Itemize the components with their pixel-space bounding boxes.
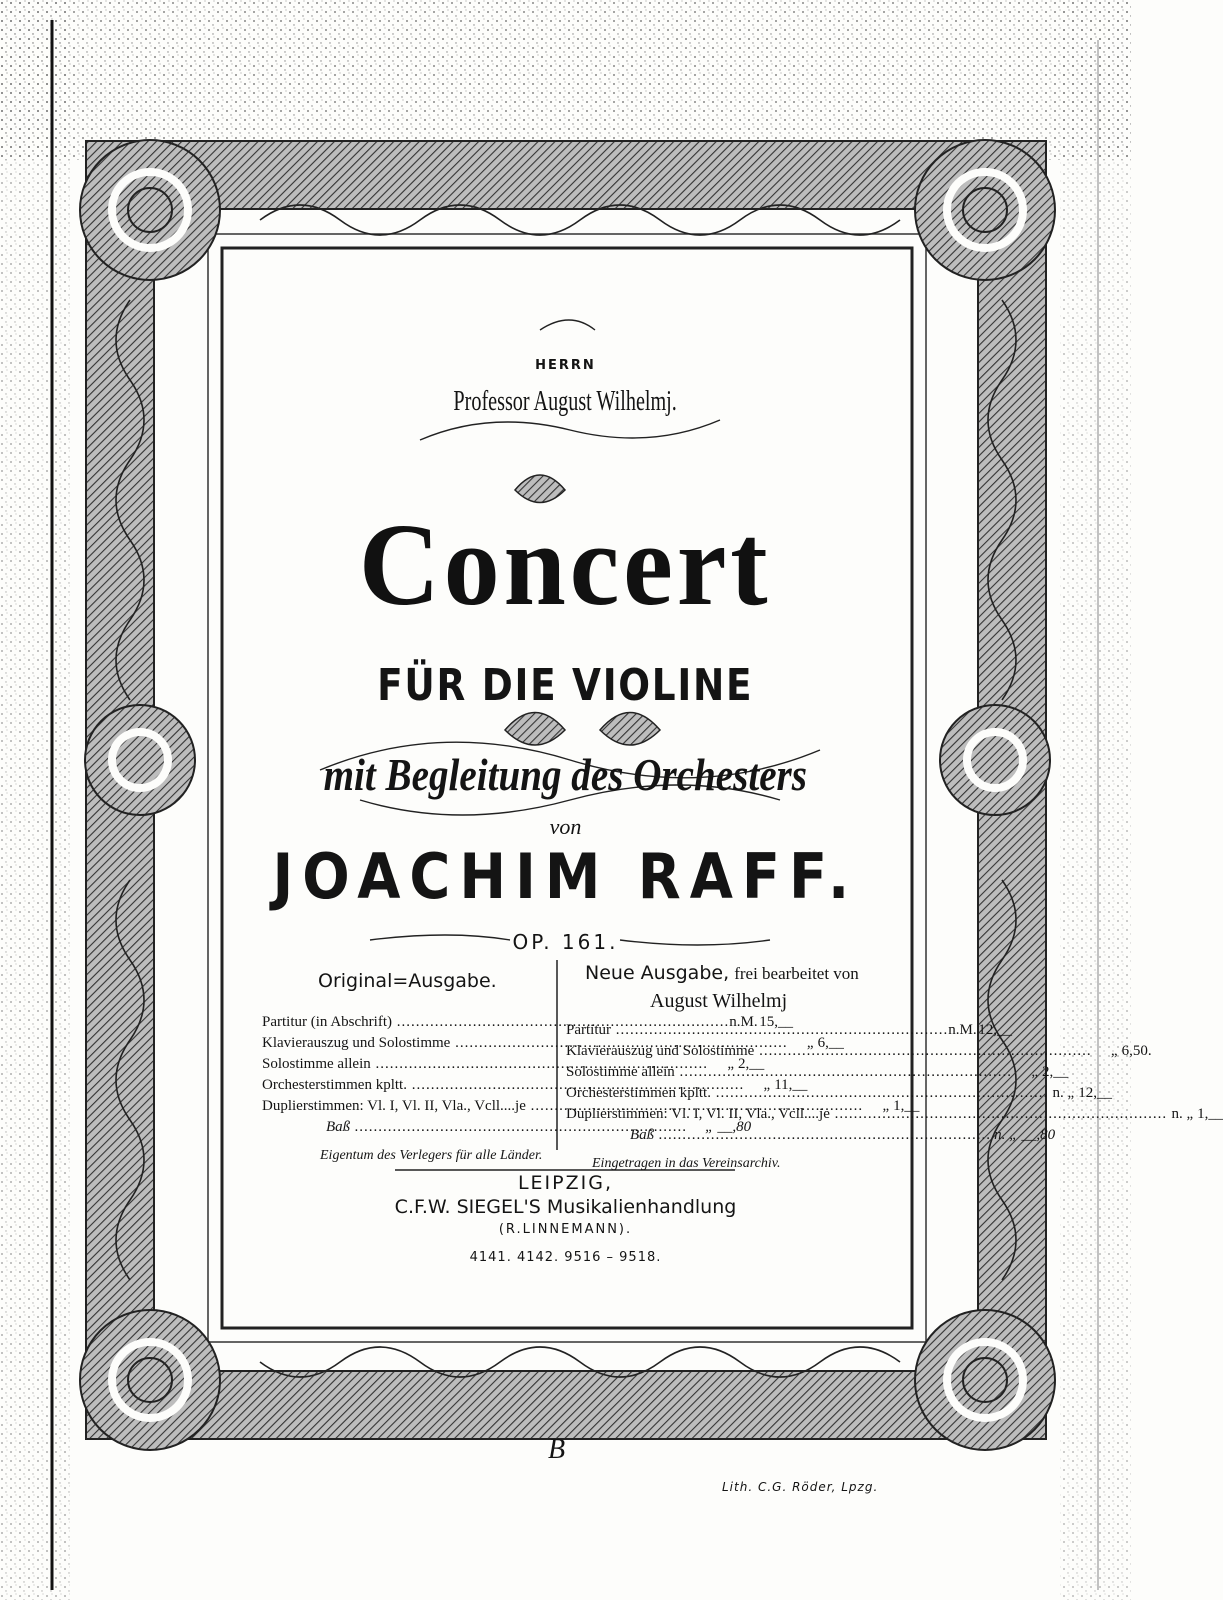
price-row: Partitur (in Abschrift) ..... n.M. 15,__ [262, 1012, 552, 1033]
publisher-name: C.F.W. SIEGEL'S Musikalienhandlung [394, 1196, 737, 1218]
publisher-owner: (R.LINNEMANN). [498, 1222, 633, 1237]
original-edition-heading: Original=Ausgabe. [318, 970, 497, 992]
publisher-city: LEIPZIG, [517, 1172, 614, 1194]
price-row: Klavierauszug und Solostimme ..... „ 6,50. [566, 1041, 866, 1062]
plate-numbers: 4141. 4142. 9516 – 9518. [469, 1250, 662, 1265]
new-edition-editor: August Wilhelmj [650, 990, 788, 1012]
title-concert: Concert [359, 499, 772, 630]
original-footnote: Eigentum des Verlegers für alle Länder. [320, 1148, 543, 1163]
dedication-herrn: HERRN [535, 358, 596, 373]
new-footnote: Eingetragen in das Vereinsarchiv. [592, 1156, 781, 1171]
title-instrument: FÜR DIE VIOLINE [377, 660, 754, 711]
dedication-name: Professor August Wilhelmj. [453, 386, 678, 417]
price-row: Duplierstimmen: Vl. I, Vl. II, Vla., Vcll....je ..... n. „ 1,__ [566, 1104, 866, 1125]
title-accompaniment: mit Begleitung des Orchesters [323, 749, 808, 800]
price-row: Baß ..... „ __,80 [262, 1117, 552, 1138]
price-row: Klavierauszug und Solostimme ..... „ 6,__ [262, 1033, 552, 1054]
price-row: Orchesterstimmen kpltt. ..... n. „ 12,__ [566, 1083, 866, 1104]
price-row: Baß ..... n. „ __,80 [566, 1125, 866, 1146]
title-by: von [549, 814, 582, 839]
price-row: Solostimme allein ..... „ 2,__ [566, 1062, 866, 1083]
lithographer-credit: Lith. C.G. Röder, Lpzg. [722, 1480, 879, 1494]
price-row: Duplierstimmen: Vl. I, Vl. II, Vla., Vcll....je ..... „ 1,__ [262, 1096, 552, 1117]
opus-number: OP. 161. [512, 930, 619, 954]
price-row: Partitur ..... n.M. 12,__ [566, 1020, 866, 1041]
composer-name: JOACHIM RAFF. [272, 840, 859, 913]
price-row: Orchesterstimmen kpltt. ..... „ 11,__ [262, 1075, 552, 1096]
price-row: Solostimme allein ..... „ 2,__ [262, 1054, 552, 1075]
page-mark: B [548, 1434, 566, 1465]
new-edition-heading: Neue Ausgabe, frei bearbeitet von [585, 962, 859, 984]
